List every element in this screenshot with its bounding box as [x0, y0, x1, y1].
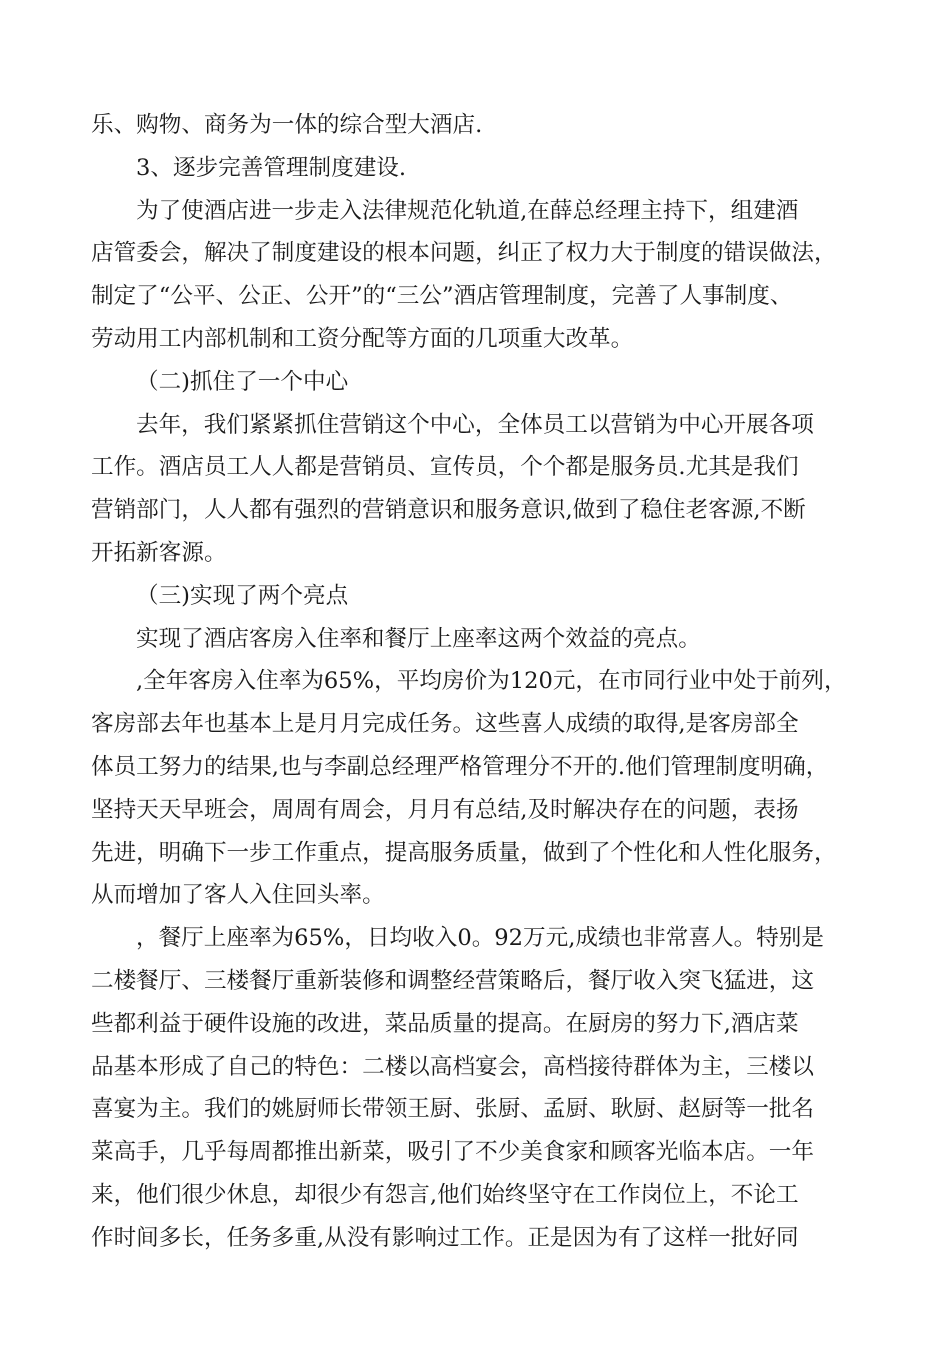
section-heading: （三)实现了两个亮点	[136, 582, 349, 609]
text-line: 体员工努力的结果,也与李副总经理严格管理分不开的.他们管理制度明确，	[91, 753, 829, 780]
text-line: 营销部门，人人都有强烈的营销意识和服务意识,做到了稳住老客源,不断	[91, 497, 806, 524]
document-body	[91, 104, 881, 1260]
text-line: 从而增加了客人入住回头率。	[91, 882, 385, 909]
text-line: 店管委会，解决了制度建设的根本问题，纠正了权力大于制度的错误做法，	[91, 240, 837, 267]
text-line: 乐、购物、商务为一体的综合型大酒店.	[91, 112, 483, 138]
text-line: ,全年客房入住率为65%，平均房价为120元，在市同行业中处于前列，	[136, 668, 847, 695]
text-line: 开拓新客源。	[91, 539, 227, 566]
text-line: 制定了“公平、公正、公开”的“三公”酒店管理制度，完善了人事制度、	[91, 283, 793, 310]
text-line: 客房部去年也基本上是月月完成任务。这些喜人成绩的取得,是客房部全	[91, 711, 799, 738]
text-line: 工作。酒店员工人人都是营销员、宣传员，个个都是服务员.尤其是我们	[91, 454, 799, 481]
text-line: 劳动用工内部机制和工资分配等方面的几项重大改革。	[91, 325, 634, 352]
text-line: 品基本形成了自己的特色：二楼以高档宴会，高档接待群体为主，三楼以	[91, 1053, 814, 1080]
text-line: 二楼餐厅、三楼餐厅重新装修和调整经营策略后，餐厅收入突飞猛进，这	[91, 967, 814, 994]
text-line: 为了使酒店进一步走入法律规范化轨道,在薛总经理主持下，组建酒	[136, 197, 799, 224]
text-line: 去年，我们紧紧抓住营销这个中心，全体员工以营销为中心开展各项	[136, 411, 814, 438]
text-line: 菜高手，几乎每周都推出新菜，吸引了不少美食家和顾客光临本店。一年	[91, 1139, 814, 1166]
text-line: 实现了酒店客房入住率和餐厅上座率这两个效益的亮点。	[136, 625, 701, 652]
text-line: 坚持天天早班会，周周有周会，月月有总结,及时解决存在的问题，表扬	[91, 796, 799, 823]
section-heading: 3、逐步完善管理制度建设.	[136, 154, 407, 181]
text-line: 先进，明确下一步工作重点，提高服务质量，做到了个性化和人性化服务，	[91, 839, 837, 866]
text-line: 作时间多长，任务多重,从没有影响过工作。正是因为有了这样一批好同	[91, 1224, 799, 1251]
section-heading: （二)抓住了一个中心	[136, 368, 349, 395]
text-line: ，餐厅上座率为65%，日均收入0。92万元,成绩也非常喜人。特别是	[136, 925, 824, 952]
text-line: 喜宴为主。我们的姚厨师长带领王厨、张厨、孟厨、耿厨、赵厨等一批名	[91, 1096, 814, 1123]
text-line: 来，他们很少休息，却很少有怨言,他们始终坚守在工作岗位上，不论工	[91, 1181, 799, 1208]
text-line: 些都利益于硬件设施的改进，菜品质量的提高。在厨房的努力下,酒店菜	[91, 1010, 799, 1037]
